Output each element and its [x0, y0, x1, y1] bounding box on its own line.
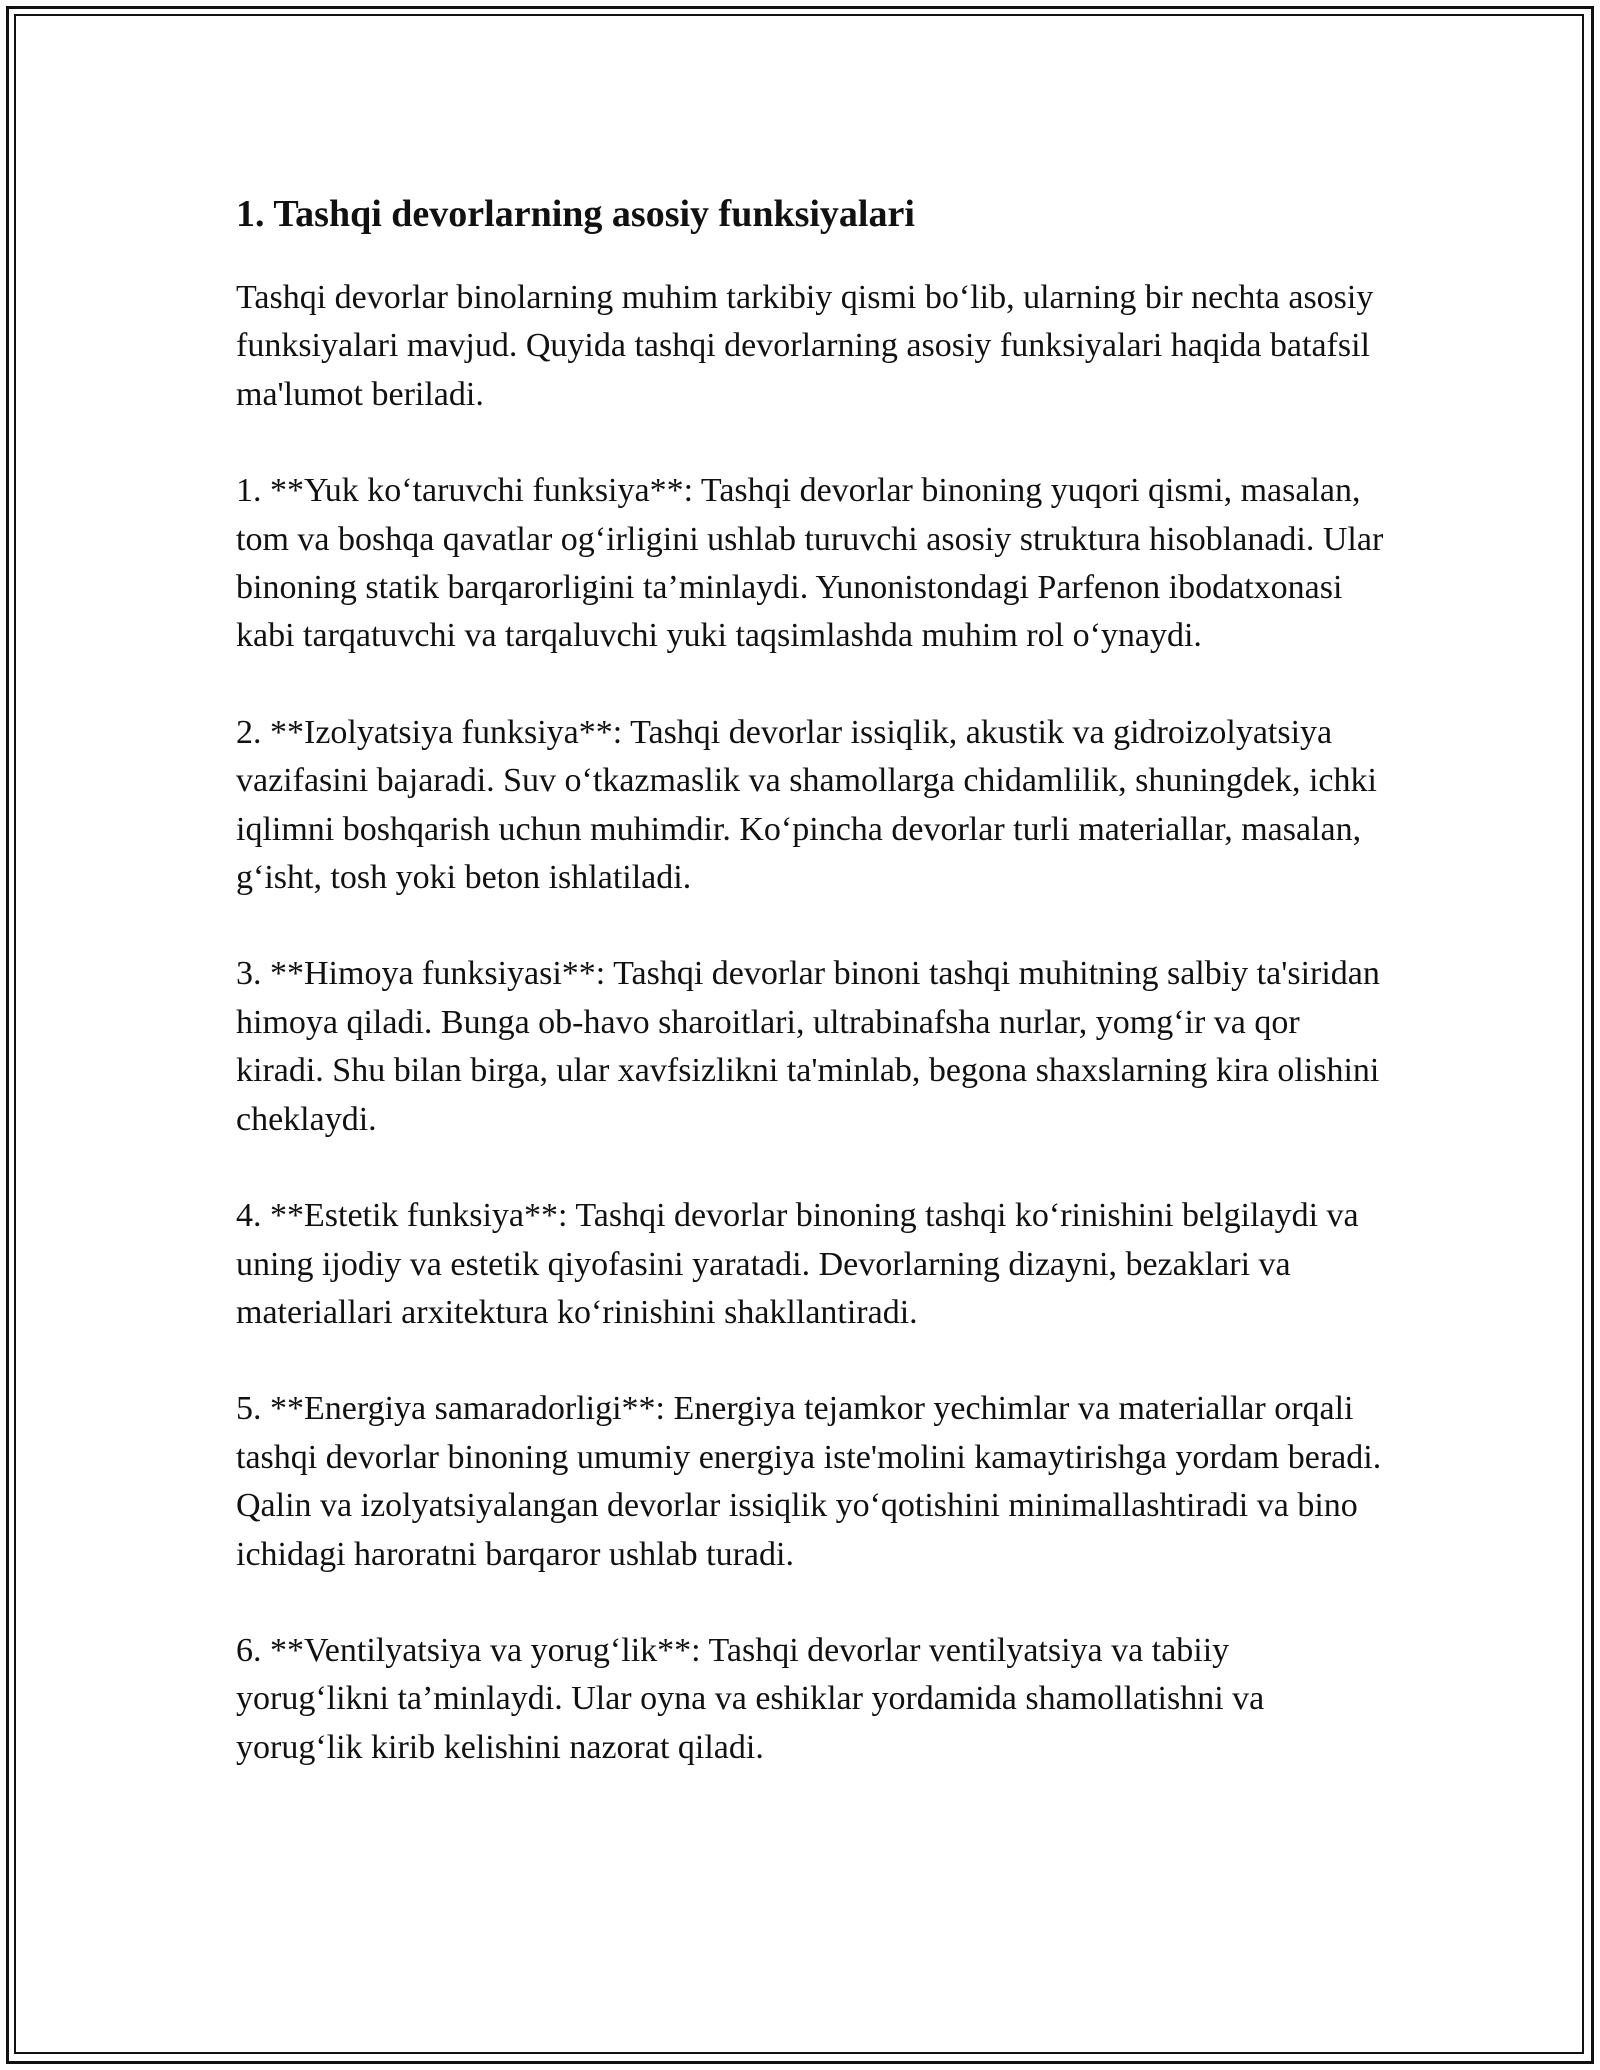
list-item-energy-efficiency: 5. **Energiya samaradorligi**: Energiya tejamkor yechimlar va materiallar orqali tashqi devorlar binoning umumiy energiya iste'molini kamaytirishga yordam beradi. Qalin va izolyatsiyalangan devorlar issiqlik yo‘qotishini minimallashtiradi va bino ichidagi haroratni barqaror ushlab turadi.	[236, 1390, 1382, 1573]
list-item-ventilation-light: 6. **Ventilyatsiya va yorug‘lik**: Tashqi devorlar ventilyatsiya va tabiiy yorug‘likni ta’minlaydi. Ular oyna va eshiklar yordamida shamollatishni va yorug‘lik kirib kelishini nazorat qiladi.	[236, 1631, 1265, 1766]
list-item-insulation: 2. **Izolyatsiya funksiya**: Tashqi devorlar issiqlik, akustik va gidroizolyatsiya vazifasini bajaradi. Suv o‘tkazmaslik va shamollarga chidamlilik, shuningdek, ichki iqlimni boshqarish uchun muhimdir. Ko‘pincha devorlar turli materiallar, masalan, g‘isht, tosh yoki beton ishlatiladi.	[236, 713, 1377, 897]
document-body	[236, 182, 1386, 1820]
section-heading: 1. Tashqi devorlarning asosiy funksiyalari	[236, 193, 915, 235]
list-item-protection: 3. **Himoya funksiyasi**: Tashqi devorlar binoni tashqi muhitning salbiy ta'siridan himoya qiladi. Bunga ob-havo sharoitlari, ultrabinafsha nurlar, yomg‘ir va qor kiradi. Shu bilan birga, ular xavfsizlikni ta'minlab, begona shaxslarning kira olishini cheklaydi.	[236, 955, 1380, 1138]
list-item-aesthetic: 4. **Estetik funksiya**: Tashqi devorlar binoning tashqi ko‘rinishini belgilaydi va uning ijodiy va estetik qiyofasini yaratadi. Devorlarning dizayni, bezaklari va materiallari arxitektura ko‘rinishini shakllantiradi.	[236, 1197, 1359, 1331]
list-item-load-bearing: 1. **Yuk ko‘taruvchi funksiya**: Tashqi devorlar binoning yuqori qismi, masalan, tom va boshqa qavatlar og‘irligini ushlab turuvchi asosiy struktura hisoblanadi. Ular binoning statik barqarorligini ta’minlaydi. Yunonistondagi Parfenon ibodatxonasi kabi tarqatuvchi va tarqaluvchi yuki taqsimlashda muhim rol o‘ynaydi.	[236, 472, 1384, 655]
intro-paragraph: Tashqi devorlar binolarning muhim tarkibiy qismi bo‘lib, ularning bir nechta asosiy funksiyalari mavjud. Quyida tashqi devorlarning asosiy funksiyalari haqida batafsil ma'lumot beriladi.	[236, 279, 1374, 413]
